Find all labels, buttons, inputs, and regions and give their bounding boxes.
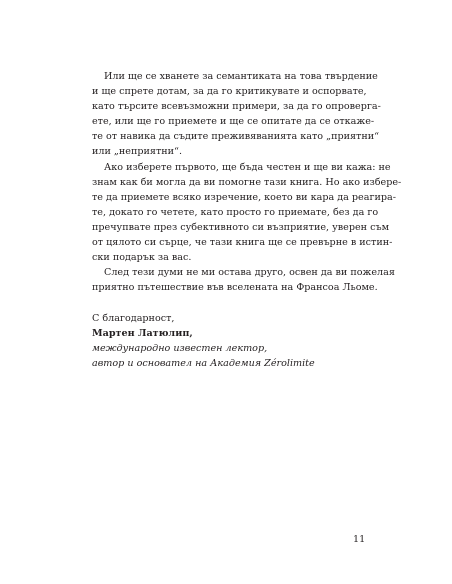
paragraph-line: ете, или ще го приемете и ще се опитате да се откаже- xyxy=(92,116,375,128)
page-body-text xyxy=(92,69,402,371)
paragraph-line: Или ще се хванете за семантиката на това твърдение xyxy=(104,71,378,82)
page-number: 11 xyxy=(353,534,366,545)
signature-block xyxy=(92,311,364,371)
paragraph-line: приятно пътешествие във вселената на Франсоа Льоме. xyxy=(92,282,378,294)
paragraph-line: ски подарък за вас. xyxy=(92,252,192,264)
paragraph-line: като търсите всевъзможни примери, за да го опроверга- xyxy=(92,101,381,113)
paragraph-1 xyxy=(92,69,381,160)
paragraph-line: от цялото си сърце, че тази книга ще се превърне в истин- xyxy=(92,237,393,249)
paragraph-line: или „неприятни“. xyxy=(92,146,183,158)
paragraph-line: знам как би могла да ви помогне тази книга. Но ако избере- xyxy=(92,176,402,188)
paragraph-line: пречупвате през субективното си възприятие, уверен съм xyxy=(92,221,390,233)
paragraph-line: те от навика да съдите преживяванията като „приятни“ xyxy=(92,131,380,143)
paragraph-line: те, докато го четете, като просто го приемате, без да го xyxy=(92,206,379,218)
signature-title: международно известен лектор, xyxy=(92,342,268,354)
paragraph-line: те да приемете всяко изречение, което ви кара да реагира- xyxy=(92,191,396,203)
paragraph-3 xyxy=(92,265,395,295)
spacer xyxy=(92,295,364,310)
signature-name: Мартен Латюлип, xyxy=(92,327,193,339)
paragraph-line: Ако изберете първото, ще бъда честен и ще ви кажа: не xyxy=(104,161,391,173)
signature-affiliation: автор и основател на Академия Zérolimite xyxy=(92,357,315,369)
signature-closing: С благодарност, xyxy=(92,312,175,324)
paragraph-2 xyxy=(92,160,402,266)
paragraph-line: и ще спрете дотам, за да го критикувате и оспорвате, xyxy=(92,86,367,98)
paragraph-line: След тези думи не ми остава друго, освен да ви пожелая xyxy=(104,267,395,279)
